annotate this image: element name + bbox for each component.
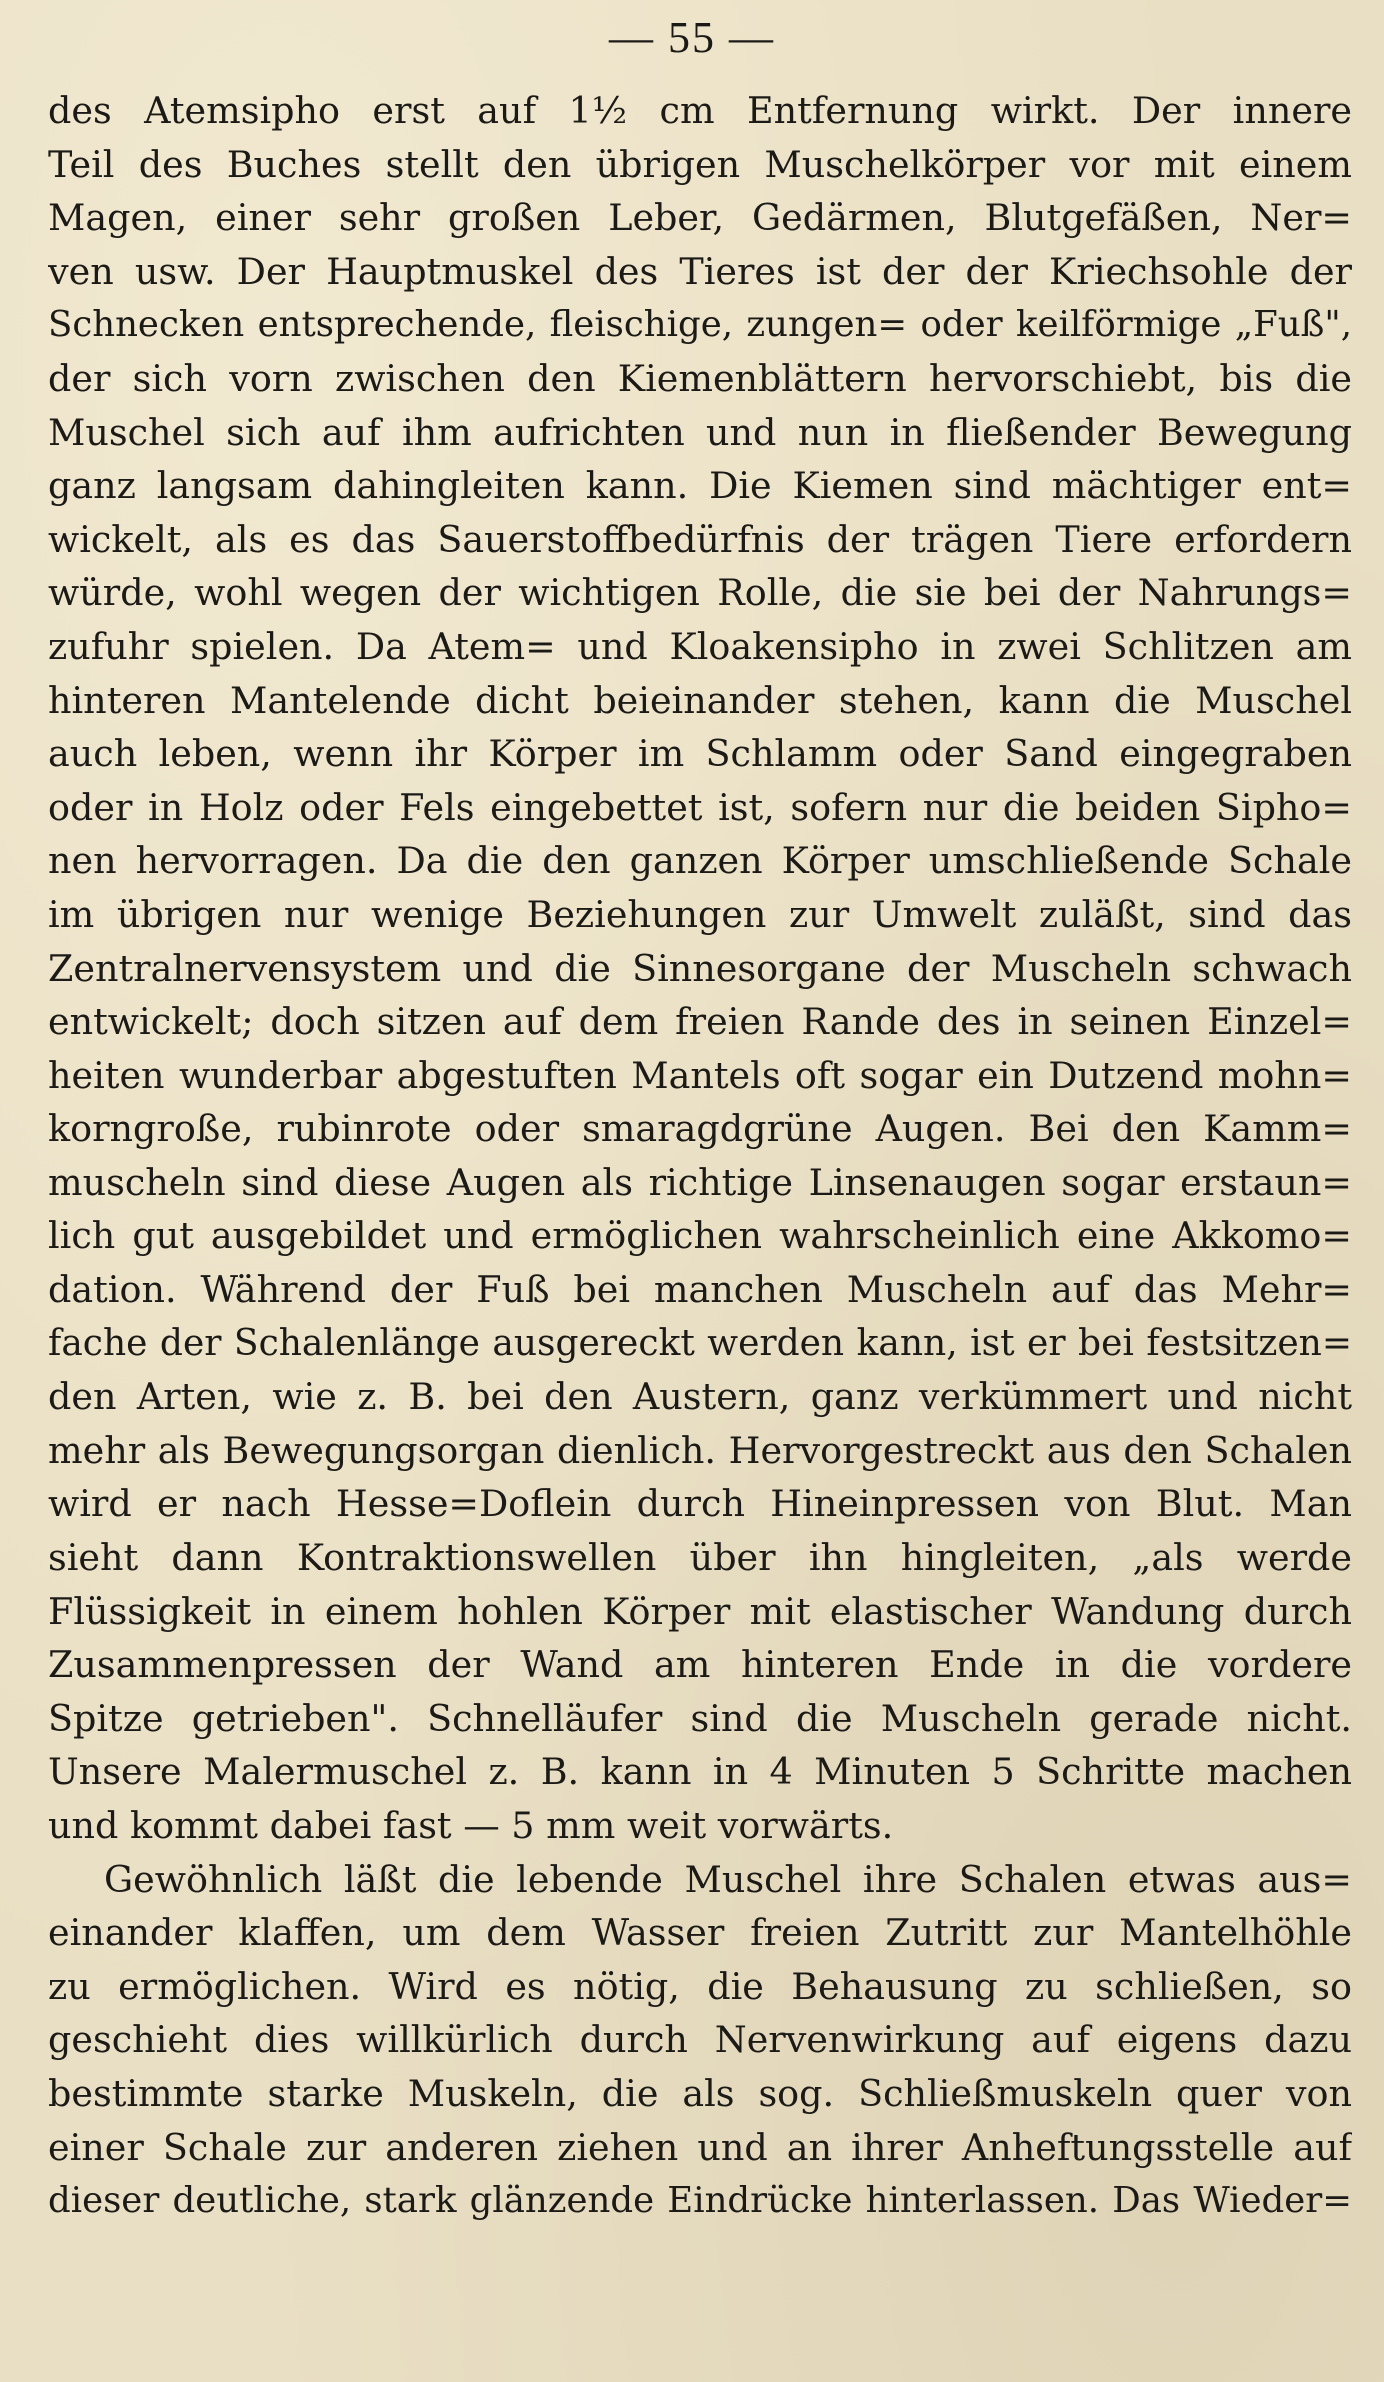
text-line: des Atemsipho erst auf 1½ cm Entfernung wirkt. Der innere (48, 89, 1352, 132)
text-line: und kommt dabei fast — 5 mm weit vorwärts. (48, 1804, 894, 1847)
text-line: geschieht dies willkürlich durch Nervenwirkung auf eigens dazu (48, 2018, 1352, 2062)
text-line: Unsere Malermuschel z. B. kann in 4 Minuten 5 Schritte machen (48, 1750, 1352, 1794)
text-line: Flüssigkeit in einem hohlen Körper mit elastischer Wandung durch (48, 1589, 1352, 1633)
text-line: einer Schale zur anderen ziehen und an ihrer Anheftungsstelle auf (48, 2125, 1352, 2169)
text-line: Magen, einer sehr großen Leber, Gedärmen, Blutgefäßen, Ner= (48, 196, 1352, 240)
text-line: lich gut ausgebildet und ermöglichen wahrscheinlich eine Akkomo= (48, 1214, 1352, 1258)
text-line: sieht dann Kontraktionswellen über ihn hingleiten, „als werde (48, 1536, 1352, 1580)
paragraph-1 (48, 84, 1352, 1853)
text-line: den Arten, wie z. B. bei den Austern, ganz verkümmert und nicht (48, 1375, 1352, 1419)
text-line: der sich vorn zwischen den Kiemenblättern hervorschiebt, bis die (48, 356, 1352, 400)
page-number: — 55 — (609, 13, 775, 62)
text-line: Schnecken entsprechende, fleischige, zungen= oder keilförmige „Fuß", (48, 304, 1352, 346)
body-text (48, 84, 1352, 2228)
text-line: ganz langsam dahingleiten kann. Die Kiemen sind mächtiger ent= (48, 464, 1352, 508)
text-line: hinteren Mantelende dicht beieinander stehen, kann die Muschel (48, 678, 1352, 722)
text-line: Spitze getrieben". Schnelläufer sind die Muscheln gerade nicht. (48, 1696, 1352, 1740)
text-line: einander klaffen, um dem Wasser freien Zutritt zur Mantelhöhle (48, 1911, 1352, 1955)
text-line: im übrigen nur wenige Beziehungen zur Umwelt zuläßt, sind das (48, 892, 1352, 936)
paragraph-2 (48, 1853, 1352, 2228)
text-line: auch leben, wenn ihr Körper im Schlamm oder Sand eingegraben (48, 732, 1352, 776)
text-line: ven usw. Der Hauptmuskel des Tieres ist der der Kriechsohle der (48, 249, 1352, 293)
text-line: wird er nach Hesse=Doflein durch Hineinpressen von Blut. Man (48, 1482, 1352, 1526)
text-line: Zentralnervensystem und die Sinnesorgane der Muscheln schwach (48, 946, 1352, 990)
text-line: dation. Während der Fuß bei manchen Muscheln auf das Mehr= (48, 1268, 1352, 1312)
text-line: zufuhr spielen. Da Atem= und Kloakensipho in zwei Schlitzen am (48, 624, 1352, 668)
text-line: bestimmte starke Muskeln, die als sog. Schließmuskeln quer von (48, 2071, 1352, 2115)
text-line: oder in Holz oder Fels eingebettet ist, sofern nur die beiden Sipho= (48, 785, 1352, 829)
text-line: wickelt, als es das Sauerstoffbedürfnis der trägen Tiere erfordern (48, 517, 1352, 561)
text-line: entwickelt; doch sitzen auf dem freien Rande des in seinen Einzel= (48, 1000, 1352, 1044)
text-line: dieser deutliche, stark glänzende Eindrücke hinterlassen. Das Wieder= (48, 2180, 1352, 2222)
text-line: korngroße, rubinrote oder smaragdgrüne Augen. Bei den Kamm= (48, 1107, 1352, 1151)
text-line: würde, wohl wegen der wichtigen Rolle, die sie bei der Nahrungs= (48, 571, 1352, 615)
text-line: fache der Schalenlänge ausgereckt werden kann, ist er bei festsitzen= (48, 1322, 1352, 1364)
text-line: Gewöhnlich läßt die lebende Muschel ihre Schalen etwas aus= (104, 1857, 1352, 1901)
text-line: Muschel sich auf ihm aufrichten und nun in fließender Bewegung (48, 410, 1352, 454)
text-line: muscheln sind diese Augen als richtige Linsenaugen sogar erstaun= (48, 1160, 1352, 1204)
text-line: Zusammenpressen der Wand am hinteren Ende in die vordere (48, 1643, 1352, 1687)
text-line: mehr als Bewegungsorgan dienlich. Hervorgestreckt aus den Schalen (48, 1428, 1352, 1472)
text-line: Teil des Buches stellt den übrigen Muschelkörper vor mit einem (48, 142, 1352, 186)
text-line: heiten wunderbar abgestuften Mantels oft sogar ein Dutzend mohn= (48, 1053, 1352, 1097)
text-line: nen hervorragen. Da die den ganzen Körper umschließende Schale (48, 839, 1352, 883)
text-line: zu ermöglichen. Wird es nötig, die Behausung zu schließen, so (48, 1964, 1352, 2008)
